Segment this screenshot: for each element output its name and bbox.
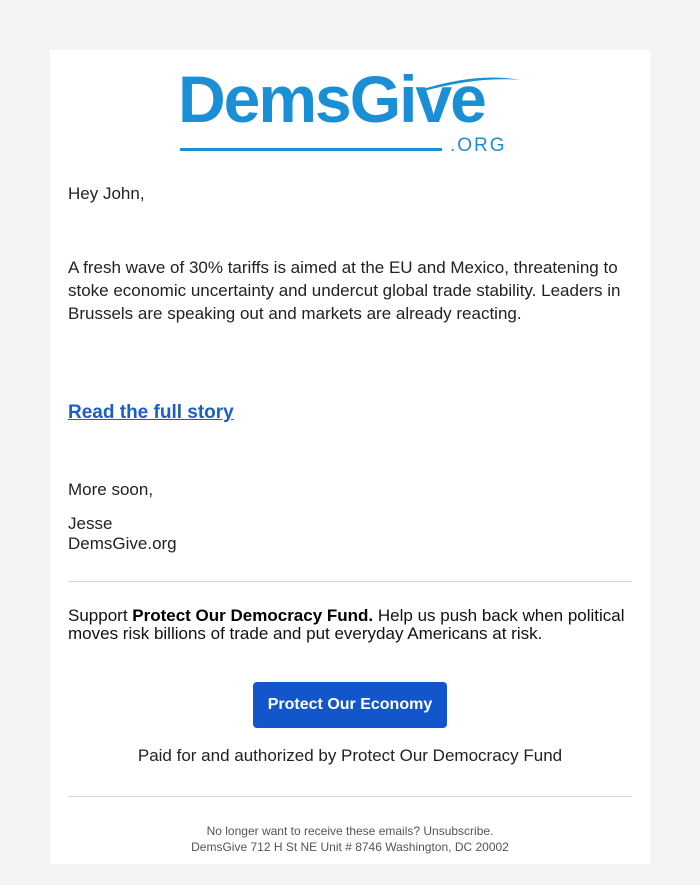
greeting: Hey John, — [68, 184, 145, 203]
signature-name: Jesse — [68, 514, 113, 533]
divider-bottom — [68, 796, 632, 797]
logo-underline — [180, 148, 442, 151]
logo-wordmark: DemsGive — [178, 62, 485, 136]
demsgive-logo[interactable] — [178, 62, 522, 162]
support-message — [68, 607, 634, 643]
protect-our-economy-button[interactable]: Protect Our Economy — [253, 682, 447, 728]
logo-org-suffix: .ORG — [450, 135, 507, 156]
closing-line: More soon, — [68, 480, 154, 499]
unsubscribe-line[interactable]: No longer want to receive these emails? Unsubscribe. — [206, 824, 494, 838]
support-text: Help us push back when political moves risk billions of trade and put everyday Americans at risk. — [68, 606, 625, 643]
signature-org: DemsGive.org — [68, 534, 177, 553]
support-lead: Support — [68, 606, 133, 625]
read-full-story-link[interactable]: Read the full story — [68, 402, 234, 423]
paid-for-disclaimer: Paid for and authorized by Protect Our Democracy Fund — [137, 746, 563, 765]
divider-top — [68, 581, 632, 582]
body-paragraph: A fresh wave of 30% tariffs is aimed at the EU and Mexico, threatening to stoke economic uncertainty and undercut global trade stability. Leaders in Brussels are speaking out and markets are already reacting. — [68, 258, 621, 323]
logo-swoosh-icon — [418, 74, 522, 94]
fund-name: Protect Our Democracy Fund. — [132, 606, 374, 625]
email-card — [50, 50, 650, 864]
signature — [68, 514, 634, 554]
mailing-address: DemsGive 712 H St NE Unit # 8746 Washington, DC 20002 — [191, 840, 509, 854]
